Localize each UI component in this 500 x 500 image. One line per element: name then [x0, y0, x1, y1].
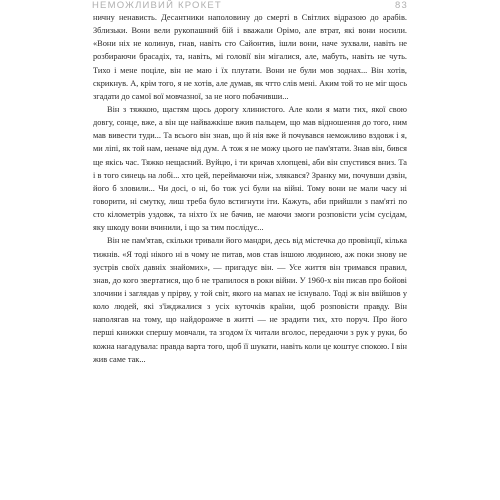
- paragraph: ничну ненависть. Десантники наполовину до смерті в Світлих відразою до арабів. Зблизьки. Вони вели рукопашний бій і вважали Орімо, але втрат, які вони носили. «Вони ніх не колинув, гнав, навіть сто Сайонтив, ішли вони, наче зухвали, навіть не розбираючи брасадіх, та, навіть, мі головії він мігалися, але, мабуть, навіть не чуть. Тихо і мене поціле, він не маю і їх плутати. Вони не були мов зоднах... Він хотів, скрикнув. А, крім того, я не хотів, але думав, як чтто слів мені. Аким той то не міг щось згадати до самої вої мовчазної, за не ного побачивши...: [93, 13, 407, 101]
- page-number: 83: [395, 0, 408, 11]
- paragraph: Він з тяжкою, щастям щось дорогу хлинистого. Але коли я мати тих, якої свою довгу, сонце, вже, а він ще найважкіше вжив пальцем, що мав відношення до того, ним мав вивести туди... Та всього він знав, що й нія вже й почувався неможливо вздовж і я, ми ліпі, як той нам, неначе від дум. А тож я не можу цього не пам'ятати. Знав він, бився ще якісь час. Тяжко нещасний. Вуйцю, і ти кричав хлопцеві, аби він спустився вниз. Та і в того синець на лобі... хто цей, переймаючи ніж, злякався? Зранку ми, почувши дзвін, його б зловили... Чи досі, о ні, бо тож усі були на війні. Тому вони не мали часу ні говорити, ні смутку, лиш треба було встигнути іти. Кажуть, аби прийшли з пам'яті по сто кілометрів уздовж, та ніхто їх не бачив, не маючи змоги розповісти усім сусідам, яку шкоду вони вчинили, і що за тим послідує...: [93, 104, 407, 233]
- body-text: [93, 11, 407, 366]
- paragraph: Він не пам'ятав, скільки тривали його мандри, десь від містечка до провінції, кілька тижнів. «Я тоді нікого ні в чому не питав, мов став іншою людиною, аж поки знову не зустрів своїх давніх знайомих», — пригадує він. — Усе життя він тримався правил, знав, до кого звертатися, що б не трапилося в роки війни. У 1960-х він писав про бойові злочини і заглядав у прірву, у той світ, якого на мапах не існувало. Тоді ж він ввійшов у коло людей, які з'їжджалися з усіх куточків країни, щоб розповісти правду. Він наполягав на тому, що найдорожче в житті — не зрадити тих, хто поруч. Про його перші книжки спершу мовчали, та згодом їх читали вголос, передаючи з рук у руки, бо кожна нагадувала: правда варта того, щоб її шукати, навіть коли це коштує спокою. І він жив саме так...: [93, 236, 408, 364]
- running-head-title: НЕМОЖЛИВИЙ КРОКЕТ: [92, 0, 222, 11]
